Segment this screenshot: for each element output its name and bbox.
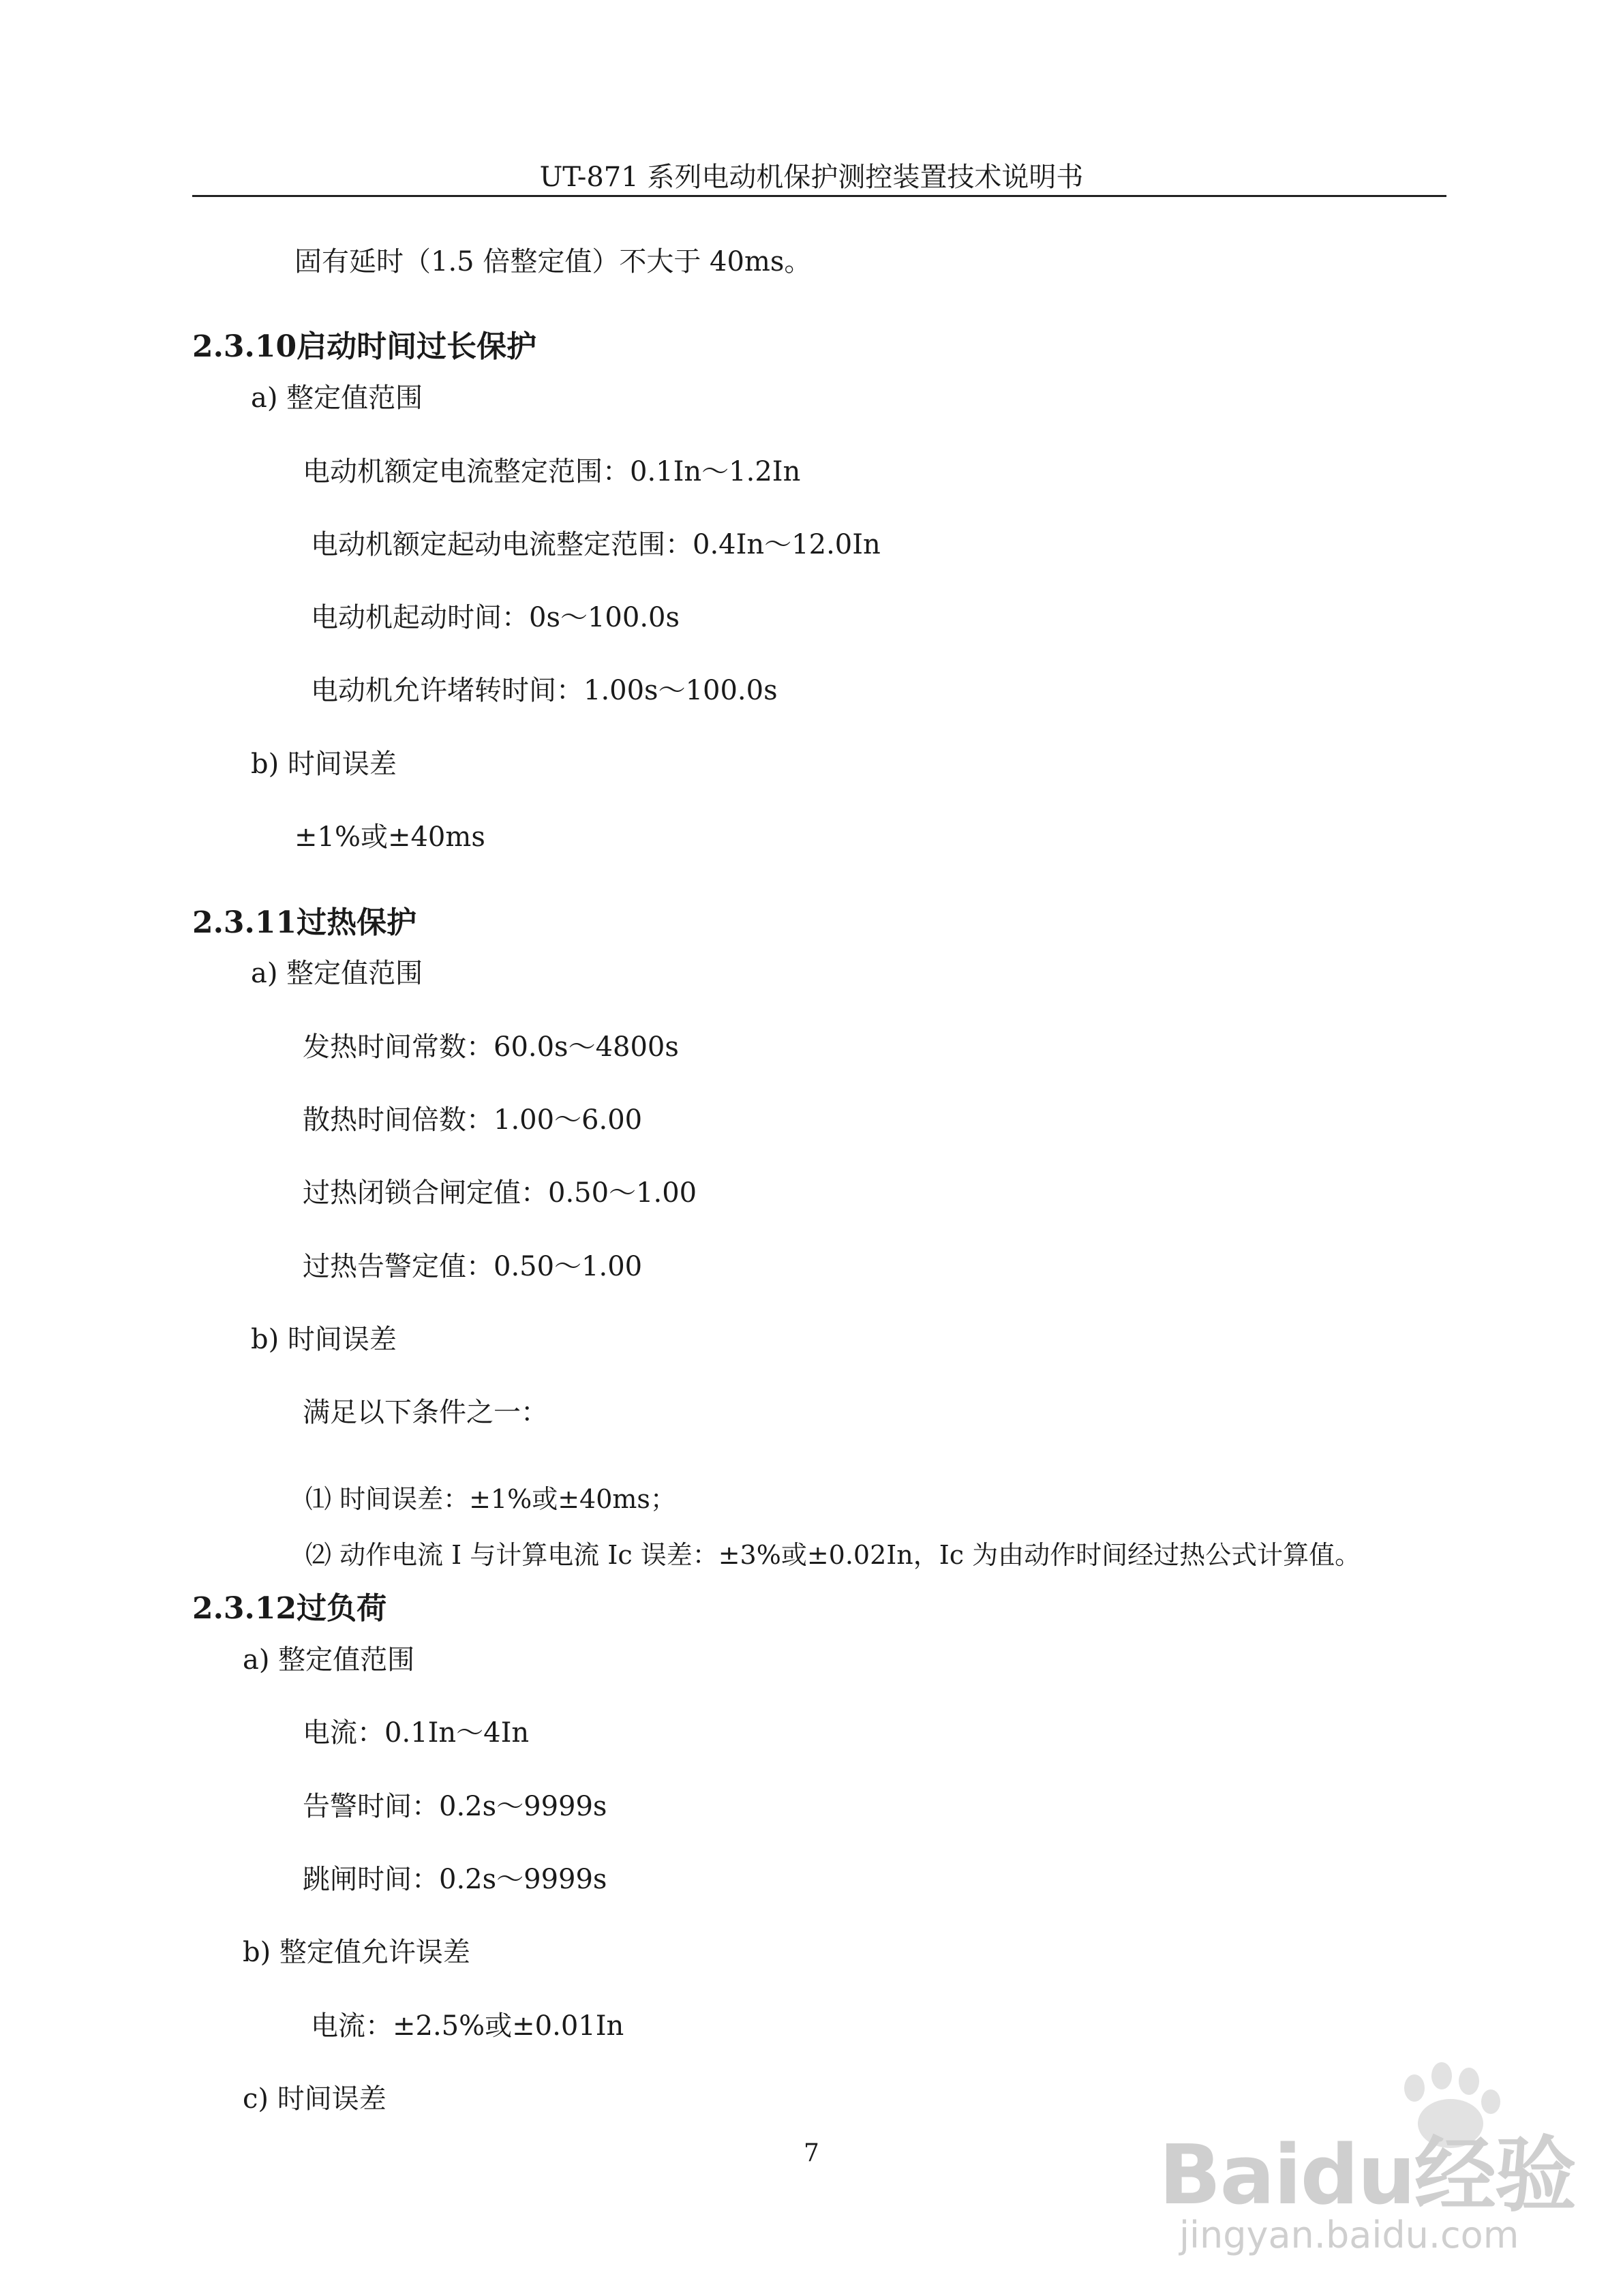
section-2-3-11-heading: 2.3.11过热保护 <box>192 905 417 940</box>
list-item: 过热告警定值：0.50～1.00 <box>303 1251 643 1282</box>
section-2-3-11-b-condition-2: ⑵ 动作电流 I 与计算电流 Ic 误差：±3%或±0.02In，Ic 为由动作时间经过热公式计算值。 <box>305 1540 1361 1570</box>
section-2-3-12-a-label: a) 整定值范围 <box>243 1644 415 1676</box>
page-header-title: UT-871 系列电动机保护测控装置技术说明书 <box>539 162 1084 193</box>
list-item: 过热闭锁合闸定值：0.50～1.00 <box>303 1177 697 1209</box>
watermark-brand: Baidu经验 <box>1159 2128 1575 2223</box>
list-item: 电动机起动时间：0s～100.0s <box>311 602 680 633</box>
section-2-3-12-heading: 2.3.12过负荷 <box>192 1591 387 1626</box>
list-item: 跳闸时间：0.2s～9999s <box>303 1864 607 1895</box>
section-2-3-10-b-label: b) 时间误差 <box>251 749 397 780</box>
list-item: 散热时间倍数：1.00～6.00 <box>303 1104 643 1136</box>
section-2-3-12-b-value: 电流：±2.5%或±0.01In <box>311 2010 624 2042</box>
section-2-3-11-b-label: b) 时间误差 <box>251 1324 397 1355</box>
baidu-watermark <box>1152 2055 1575 2274</box>
section-2-3-11-b-condition-1: ⑴ 时间误差：±1%或±40ms； <box>305 1484 676 1514</box>
header-divider <box>192 195 1446 197</box>
intro-text: 固有延时（1.5 倍整定值）不大于 40ms。 <box>294 246 812 277</box>
watermark-url: jingyan.baidu.com <box>1179 2214 1519 2256</box>
list-item: 电动机允许堵转时间：1.00s～100.0s <box>311 675 778 706</box>
list-item: 电流：0.1In～4In <box>303 1717 530 1749</box>
section-2-3-10-b-value: ±1%或±40ms <box>294 821 485 853</box>
section-2-3-12-b-label: b) 整定值允许误差 <box>243 1937 470 1968</box>
section-2-3-10-heading: 2.3.10启动时间过长保护 <box>192 329 537 364</box>
page-number: 7 <box>804 2139 819 2167</box>
section-2-3-11-b-intro: 满足以下条件之一： <box>303 1397 548 1428</box>
list-item: 电动机额定起动电流整定范围：0.4In～12.0In <box>311 529 881 560</box>
list-item: 发热时间常数：60.0s～4800s <box>303 1031 679 1063</box>
section-2-3-11-a-label: a) 整定值范围 <box>251 958 423 989</box>
section-2-3-12-c-label: c) 时间误差 <box>243 2083 386 2115</box>
section-2-3-10-a-label: a) 整定值范围 <box>251 382 423 414</box>
list-item: 电动机额定电流整定范围：0.1In～1.2In <box>303 456 801 487</box>
list-item: 告警时间：0.2s～9999s <box>303 1791 607 1822</box>
